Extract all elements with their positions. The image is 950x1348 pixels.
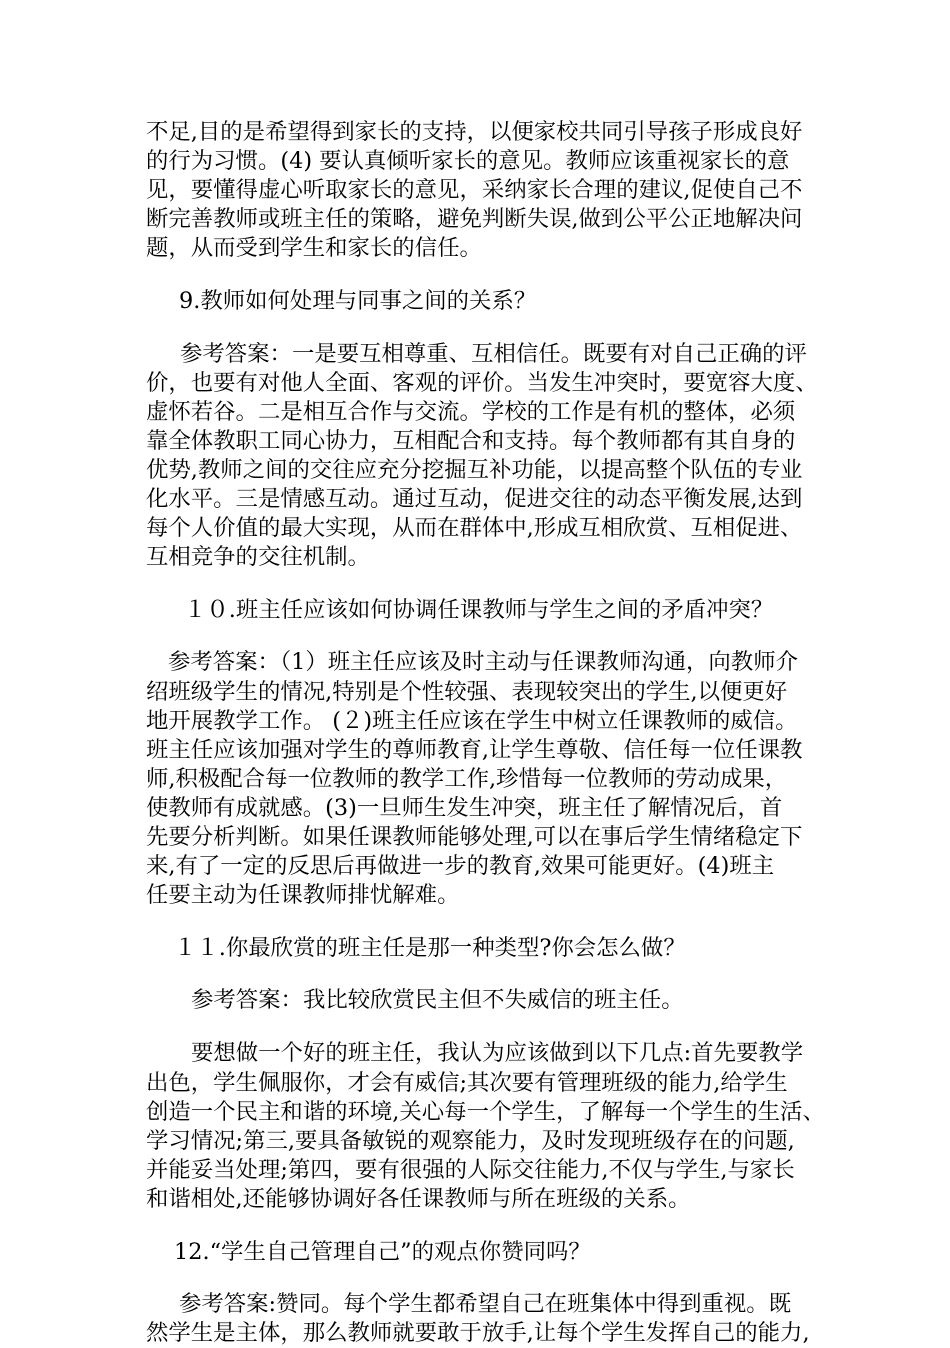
text-line: 互相竞争的交往机制。 [146, 544, 370, 571]
text-line: 来,有了一定的反思后再做进一步的教育,效果可能更好。(4)班主 [146, 853, 775, 880]
text-line: 靠全体教职工同心协力，互相配合和支持。每个教师都有其自身的 [146, 427, 796, 454]
text-line: 学习情况;第三,要具备敏锐的观察能力，及时发现班级存在的问题, [146, 1127, 795, 1154]
text-line: 地开展教学工作。 (２)班主任应该在学生中树立任课教师的威信。 [146, 707, 798, 734]
text-line: 创造一个民主和谐的环境,关心每一个学生，了解每一个学生的生活、 [146, 1098, 825, 1125]
text-line: 和谐相处,还能够协调好各任课教师与所在班级的关系。 [146, 1185, 691, 1212]
text-line: 任要主动为任课教师排忧解难。 [146, 882, 460, 909]
text-line: 价，也要有对他人全面、客观的评价。当发生冲突时，要宽容大度、 [146, 369, 818, 396]
text-line: 先要分析判断。如果任课教师能够处理,可以在事后学生情绪稳定下 [146, 823, 803, 850]
text-line: 绍班级学生的情况,特别是个性较强、表现较突出的学生,以便更好 [146, 678, 788, 705]
question-10: １０.班主任应该如何协调任课教师与学生之间的矛盾冲突？ [184, 597, 774, 624]
question-9: 9.教师如何处理与同事之间的关系？ [179, 288, 537, 315]
text-line: 参考答案:赞同。每个学生都希望自己在班集体中得到重视。既 [179, 1291, 792, 1318]
answer-12 [146, 1290, 814, 1348]
text-line: 出色，学生佩服你，才会有威信;其次要有管理班级的能力,给学生 [146, 1069, 788, 1096]
text-line: 要想做一个好的班主任，我认为应该做到以下几点:首先要教学 [191, 1040, 804, 1067]
text-line: 断完善教师或班主任的策略，避免判断失误,做到公平公正地解决问 [146, 206, 803, 233]
text-line: 师,积极配合每一位教师的教学工作,珍惜每一位教师的劳动成果， [146, 765, 788, 792]
text-line: 题，从而受到学生和家长的信任。 [146, 235, 482, 262]
text-line: 然学生是主体，那么教师就要敢于放手,让每个学生发挥自己的能力, [146, 1320, 810, 1347]
answer-9 [146, 340, 818, 573]
text-line: 见，要懂得虚心听取家长的意见，采纳家长合理的建议,促使自己不 [146, 177, 803, 204]
document-page [146, 118, 825, 1348]
question-11: １１.你最欣赏的班主任是那一种类型?你会怎么做？ [174, 935, 686, 962]
text-line: 参考答案：一是要互相尊重、互相信任。既要有对自己正确的评 [180, 340, 807, 367]
text-line: 参考答案：（1）班主任应该及时主动与任课教师沟通，向教师介 [168, 649, 798, 676]
text-line: 并能妥当处理;第四，要有很强的人际交往能力,不仅与学生,与家长 [146, 1156, 795, 1183]
answer-11: 参考答案：我比较欣赏民主但不失威信的班主任。 [191, 987, 684, 1014]
text-line: 的行为习惯。(4) 要认真倾听家长的意见。教师应该重视家长的意 [146, 148, 790, 175]
paragraph-continuation [146, 118, 814, 263]
answer-11-detail [146, 1039, 825, 1214]
text-line: 不足,目的是希望得到家长的支持，以便家校共同引导孩子形成良好 [146, 119, 803, 145]
text-line: 使教师有成就感。(3)一旦师生发生冲突，班主任了解情况后，首 [146, 794, 783, 821]
text-line: 虚怀若谷。二是相互合作与交流。学校的工作是有机的整体，必须 [146, 398, 796, 425]
text-line: 班主任应该加强对学生的尊师教育,让学生尊敬、信任每一位任课教 [146, 736, 803, 763]
text-line: 每个人价值的最大实现，从而在群体中,形成互相欣赏、互相促进、 [146, 515, 803, 542]
answer-10 [146, 648, 814, 910]
text-line: 优势,教师之间的交往应充分挖掘互补功能，以提高整个队伍的专业 [146, 456, 803, 483]
text-line: 化水平。三是情感互动。通过互动，促进交往的动态平衡发展,达到 [146, 486, 803, 513]
question-12: 12.“学生自己管理自己”的观点你赞同吗？ [174, 1239, 591, 1265]
